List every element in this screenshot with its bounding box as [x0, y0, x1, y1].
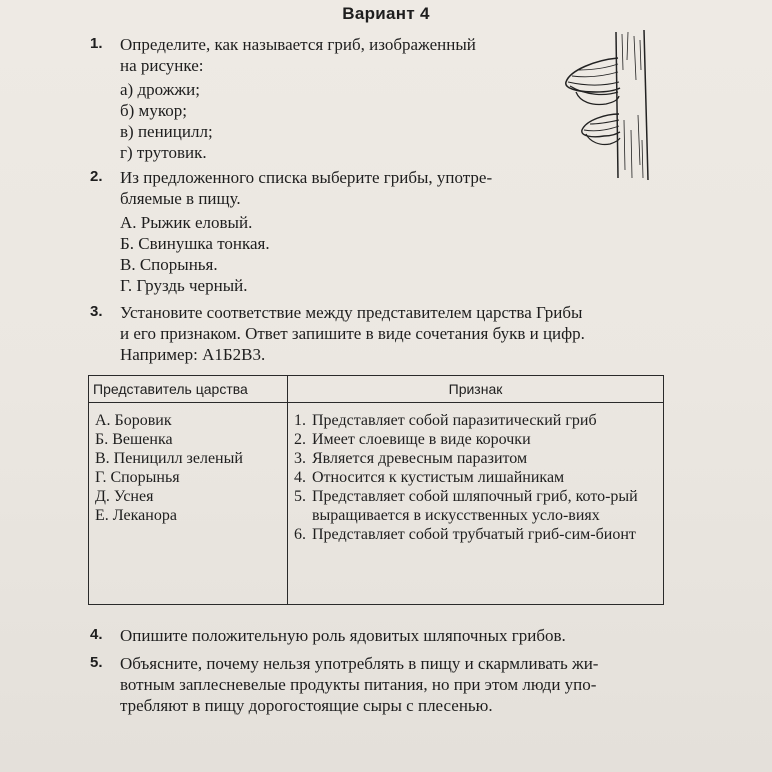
representative-item: А. Боровик	[95, 412, 172, 429]
representative-item: В. Пеницилл зеленый	[95, 450, 243, 467]
q2-option-c: В. Спорынья.	[120, 255, 218, 274]
representative-item: Б. Вешенка	[95, 431, 173, 448]
q1-text-line1: Определите, как называется гриб, изображенный	[120, 35, 476, 54]
feature-item: 5. Представляет собой шляпочный гриб, кото-рый выращивается в искусственных усло-виях	[294, 488, 638, 524]
q1-option-c: в) пеницилл;	[120, 122, 213, 141]
table-header-representative: Представитель царства	[89, 376, 288, 403]
q3-text-line2: и его признаком. Ответ запишите в виде сочетания букв и цифр.	[120, 324, 585, 343]
q2-option-a: А. Рыжик еловый.	[120, 213, 253, 232]
features-cell	[288, 403, 664, 605]
table-header-feature: Признак	[288, 376, 664, 403]
q5-text-line2: вотным заплесневелые продукты питания, но при этом люди упо-	[120, 675, 597, 694]
q2-number: 2.	[90, 168, 103, 185]
q3-text-line3: Например: А1Б2В3.	[120, 345, 266, 364]
feature-item: 1. Представляет собой паразитический гриб	[294, 412, 597, 429]
q1-option-d: г) трутовик.	[120, 143, 207, 162]
q3-text-line1: Установите соответствие между представителем царства Грибы	[120, 303, 583, 322]
matching-table	[88, 375, 664, 605]
q2-text-line1: Из предложенного списка выберите грибы, употре-	[120, 168, 493, 187]
q3-number: 3.	[90, 303, 103, 320]
q1-option-b: б) мукор;	[120, 101, 187, 120]
q5-text-line1: Объясните, почему нельзя употреблять в пищу и скармливать жи-	[120, 654, 599, 673]
representative-item: Г. Спорынья	[95, 469, 180, 486]
q5-text-line3: требляют в пищу дорогостоящие сыры с плесенью.	[120, 696, 493, 715]
bracket-fungus-illustration	[556, 30, 656, 180]
q2-option-d: Г. Груздь черный.	[120, 276, 248, 295]
q2-option-b: Б. Свинушка тонкая.	[120, 234, 270, 253]
feature-item: 3. Является древесным паразитом	[294, 450, 528, 467]
feature-item: 2. Имеет слоевище в виде корочки	[294, 431, 531, 448]
q4-number: 4.	[90, 626, 103, 643]
variant-title: Вариант 4	[342, 4, 430, 23]
q1-number: 1.	[90, 35, 103, 52]
feature-item: 6. Представляет собой трубчатый гриб-сим-бионт	[294, 526, 636, 543]
q1-text-line2: на рисунке:	[120, 56, 204, 75]
q2-text-line2: бляемые в пищу.	[120, 189, 241, 208]
representatives-cell	[89, 403, 288, 605]
q4-text-line1: Опишите положительную роль ядовитых шляпочных грибов.	[120, 626, 566, 645]
representative-item: Е. Леканора	[95, 507, 177, 524]
feature-item: 4. Относится к кустистым лишайникам	[294, 469, 565, 486]
q5-number: 5.	[90, 654, 103, 671]
representative-item: Д. Уснея	[95, 488, 154, 505]
q1-option-a: а) дрожжи;	[120, 80, 200, 99]
